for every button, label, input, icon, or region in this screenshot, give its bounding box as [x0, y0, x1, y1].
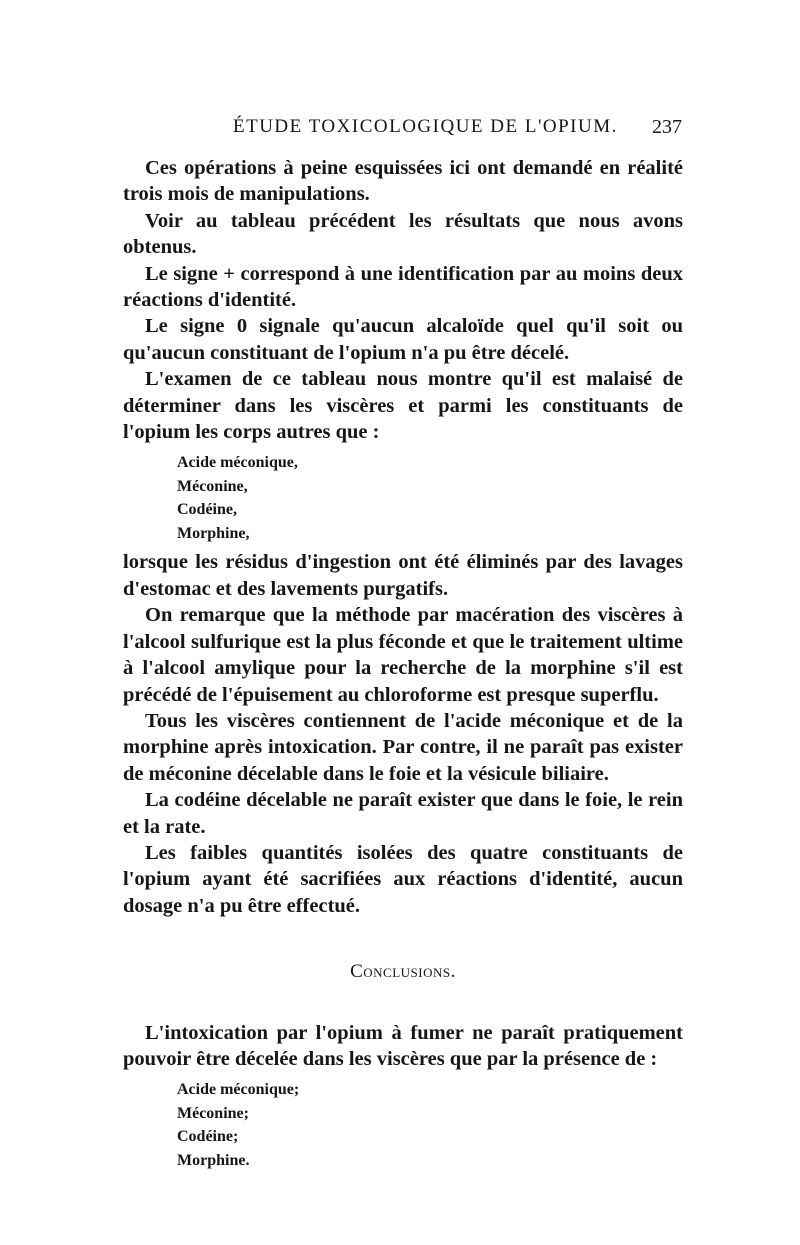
paragraph: La codéine décelable ne paraît exister que dans le foie, le rein et la rate.: [123, 789, 683, 838]
list-item: Méconine,: [177, 477, 248, 495]
list-item: Acide méconique;: [177, 1081, 300, 1099]
list-item: Codéine,: [177, 501, 237, 519]
paragraph: lorsque les résidus d'ingestion ont été éliminés par des lavages d'estomac et des lavements purgatifs.: [123, 551, 683, 600]
paragraph: Ces opérations à peine esquissées ici ont demandé en réalité trois mois de manipulations.: [123, 157, 683, 206]
page-number: 237: [652, 116, 682, 138]
page-body: [123, 155, 683, 1176]
running-head: ÉTUDE TOXICOLOGIQUE DE L'OPIUM.: [233, 116, 618, 137]
list-item: Codéine;: [177, 1128, 239, 1146]
list-item: Morphine.: [177, 1151, 250, 1169]
paragraph: Tous les viscères contiennent de l'acide méconique et de la morphine après intoxication. Par contre, il ne paraît pas exister de méconine décelable dans le foie et la vésicule biliaire.: [123, 709, 683, 785]
conclusion-paragraph: L'intoxication par l'opium à fumer ne paraît pratiquement pouvoir être décelée dans les viscères que par la présence de :: [123, 1021, 683, 1070]
paragraph: L'examen de ce tableau nous montre qu'il est malaisé de déterminer dans les viscères et parmi les constituants de l'opium les corps autres que :: [123, 368, 683, 444]
paragraph: Voir au tableau précédent les résultats que nous avons obtenus.: [123, 209, 683, 259]
list-item: Acide méconique,: [177, 454, 298, 472]
conclusion-list: [177, 1078, 683, 1172]
paragraph: On remarque que la méthode par macération des viscères à l'alcool sulfurique est la plus féconde et que le traitement ultime à l'alcool amylique pour la recherche de la morphine s'il est précédé de l'épuisement au chloroforme est presque superflu.: [123, 604, 683, 706]
paragraph: Le signe 0 signale qu'aucun alcaloïde quel qu'il soit ou qu'aucun constituant de l'opium n'a pu être décelé.: [123, 315, 683, 364]
section-title: Conclusions.: [350, 961, 456, 983]
constituents-list: [177, 451, 683, 545]
paragraph: Le signe + correspond à une identification par au moins deux réactions d'identité.: [123, 262, 683, 312]
paragraph: Les faibles quantités isolées des quatre constituants de l'opium ayant été sacrifiées aux réactions d'identité, aucun dosage n'a pu être effectué.: [123, 841, 683, 917]
list-item: Méconine;: [177, 1104, 249, 1122]
page-header: [0, 116, 800, 146]
list-item: Morphine,: [177, 524, 250, 542]
